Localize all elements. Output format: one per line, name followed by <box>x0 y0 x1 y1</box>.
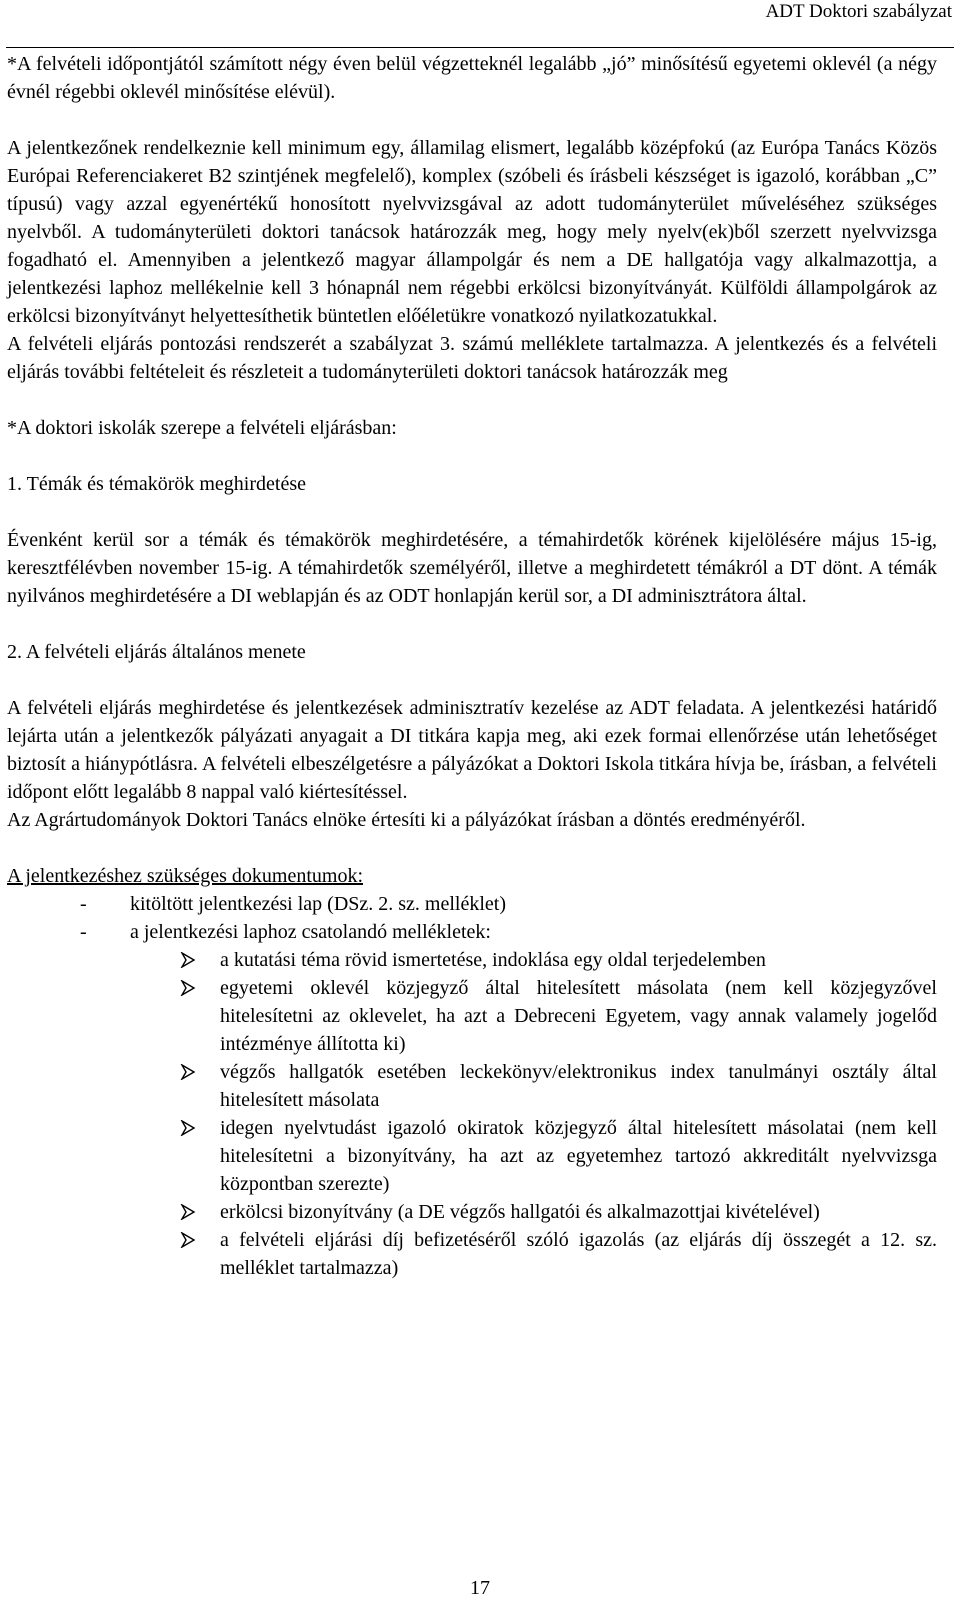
list-item <box>180 1058 937 1114</box>
section-heading-admission-process: 2. A felvételi eljárás általános menete <box>7 641 306 663</box>
list-item <box>180 974 937 1058</box>
paragraph-topics-announcement: Évenként kerül sor a témák és témakörök meghirdetésére, a témahirdetők körének kijelölésére május 15-ig, keresztfélévben november 15-ig. A témahirdetők személyéről, illetve a meghirdetett témákról a DT dönt. A témák nyilvános meghirdetésére a DI weblapján és az ODT honlapján kerül sor, a DI adminisztrátora által. <box>7 529 937 607</box>
list-item <box>180 1226 937 1282</box>
arrow-bullet-icon <box>180 980 196 996</box>
paragraph-doctoral-schools-role: *A doktori iskolák szerepe a felvételi eljárásban: <box>7 417 397 439</box>
list-item <box>180 946 937 974</box>
page-header <box>6 0 954 48</box>
list-item <box>80 918 937 1282</box>
list-item-text: végzős hallgatók esetében leckekönyv/elektronikus index tanulmányi osztály által hitelesített másolata <box>220 1061 937 1111</box>
list-item-text: a kutatási téma rövid ismertetése, indoklása egy oldal terjedelemben <box>220 949 766 971</box>
list-item-text: a jelentkezési laphoz csatolandó mellékletek: <box>130 921 491 943</box>
documents-list <box>7 890 937 1282</box>
arrow-bullet-icon <box>180 1120 196 1136</box>
paragraph-diploma-requirement: *A felvételi időpontjától számított négy éven belül végzetteknél legalább „jó” minősítésű egyetemi oklevél (a négy évnél régebbi oklevél minősítése elévül). <box>7 53 937 103</box>
paragraph-admission-process: A felvételi eljárás meghirdetése és jelentkezések adminisztratív kezelése az ADT feladata. A jelentkezési határidő lejárta után a jelentkezők pályázati anyagait a DI titkára kapja meg, aki ezek formai ellenőrzése után lehetőséget biztosít a hiánypótlásra. A felvételi elbeszélgetésre a pályázókat a Doktori Iskola titkára hívja be, írásban, a felvételi időpont előtt legalább 8 nappal való kiértesítéssel. <box>7 697 937 803</box>
attachments-list <box>130 946 937 1282</box>
section-heading-topics: 1. Témák és témakörök meghirdetése <box>7 473 306 495</box>
list-item-text: erkölcsi bizonyítvány (a DE végzős hallgatói és alkalmazottjai kivételével) <box>220 1201 820 1223</box>
paragraph-decision-notice: Az Agrártudományok Doktori Tanács elnöke értesíti ki a pályázókat írásban a döntés eredményéről. <box>7 809 806 831</box>
page-number: 17 <box>470 1577 490 1599</box>
list-item-text: kitöltött jelentkezési lap (DSz. 2. sz. melléklet) <box>130 893 507 915</box>
dash-bullet: - <box>80 921 87 943</box>
paragraph-language-exam: A jelentkezőnek rendelkeznie kell minimum egy, államilag elismert, legalább középfokú (az Európa Tanács Közös Európai Referenciakeret B2 szintjének megfelelő), komplex (szóbeli és írásbeli készséget is igazoló, korábban „C” típusú) vagy azzal egyenértékű honosított nyelvvizsgával az adott tudományterület műveléséhez szükséges nyelvből. A tudományterületi doktori tanácsok határozzák meg, hogy mely nyelv(ek)ből szerzett nyelvvizsga fogadható el. Amennyiben a jelentkező magyar állampolgár és nem a DE hallgatója vagy alkalmazottja, a jelentkezési laphoz mellékelnie kell 3 hónapnál nem régebbi erkölcsi bizonyítványát. Külföldi állampolgárok az erkölcsi bizonyítványt helyettesíthetik büntetlen előéletükre vonatkozó nyilatkozatukkal. <box>7 137 937 327</box>
paragraph-scoring-system: A felvételi eljárás pontozási rendszerét a szabályzat 3. számú melléklete tartalmazza. A jelentkezés és a felvételi eljárás további feltételeit és részleteit a tudományterületi doktori tanácsok határozzák meg <box>7 333 937 383</box>
arrow-bullet-icon <box>180 952 196 968</box>
documents-heading: A jelentkezéshez szükséges dokumentumok: <box>7 865 364 887</box>
list-item-text: egyetemi oklevél közjegyző által hitelesített másolata (nem kell közjegyzővel hitelesítetni az oklevelet, ha azt a Debreceni Egyetem, vagy annak valamely jogelőd intézménye állította ki) <box>220 977 937 1055</box>
arrow-bullet-icon <box>180 1232 196 1248</box>
list-item-text: idegen nyelvtudást igazoló okiratok közjegyző által hitelesített másolatai (nem kell hitelesítetni a bizonyítvány, ha azt az egyetemhez tartozó akkreditált nyelvvizsga központban szerezte) <box>220 1117 937 1195</box>
list-item <box>180 1198 937 1226</box>
arrow-bullet-icon <box>180 1064 196 1080</box>
list-item <box>180 1114 937 1198</box>
list-item-text: a felvételi eljárási díj befizetéséről szóló igazolás (az eljárás díj összegét a 12. sz. melléklet tartalmazza) <box>220 1229 937 1279</box>
dash-bullet: - <box>80 893 87 915</box>
page-body <box>7 50 937 1282</box>
arrow-bullet-icon <box>180 1204 196 1220</box>
list-item <box>80 890 937 918</box>
document-title: ADT Doktori szabályzat <box>765 1 952 22</box>
